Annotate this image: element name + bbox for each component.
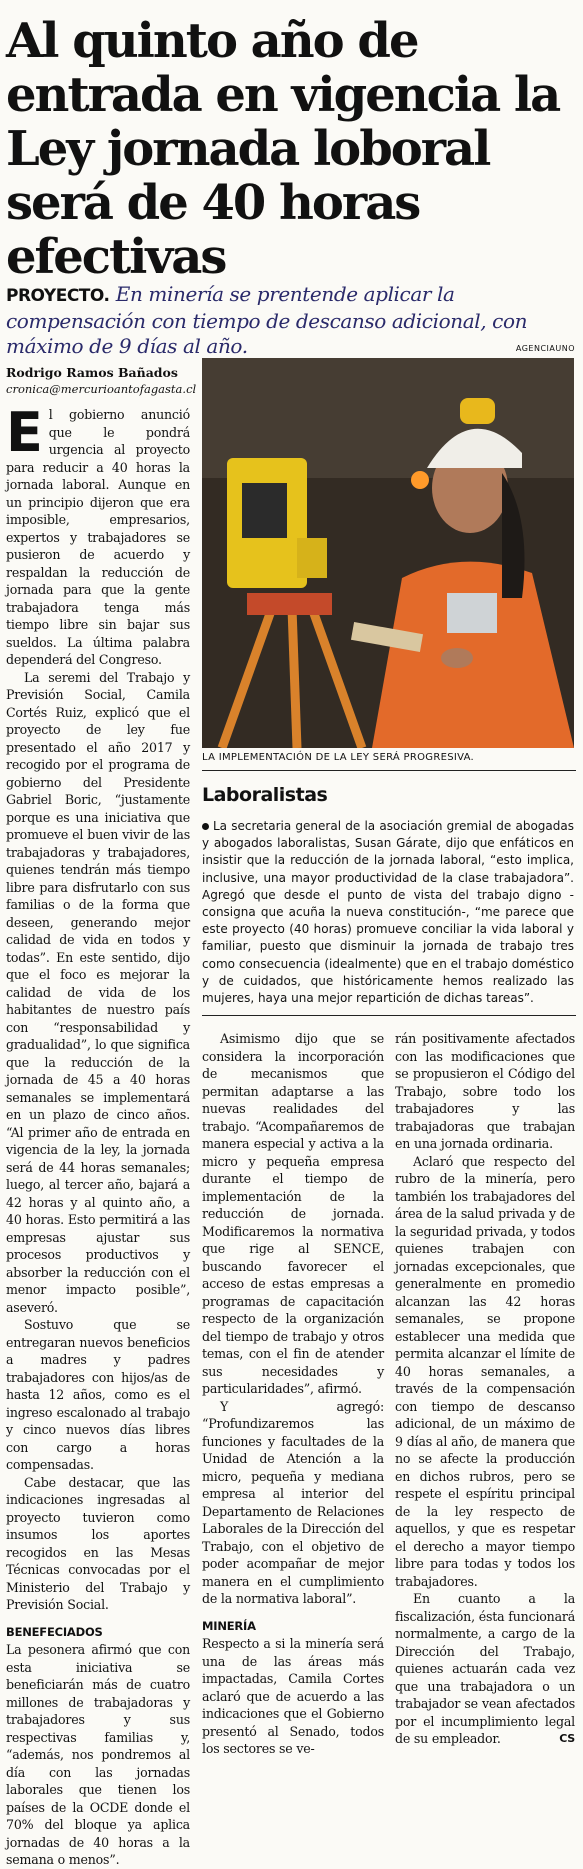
divider	[202, 1015, 576, 1016]
paragraph: La seremi del Trabajo y Previsión Social, Camila Cortés Ruiz, explicó que el proyecto de ley fue presentado el año 2017 y recogido por el programa de gobierno del Presidente Gabriel Boric, “justamente porque es una iniciativa que promueve el buen vivir de las trabajadoras y trabajadores, quienes tendrán más tiempo libre para disfrutarlo con sus familias o de la forma que deseen, generando mejor calidad de vida en todos y todas”. En este sentido, dijo que el foco es mejorar la calidad de vida de los habitantes de nuestro país con “responsabilidad y gradualidad”, lo que significa que la reducción de la jornada de 45 a 40 horas semanales se implementará en un plazo de cinco años. “Al primer año de entrada en vigencia de la ley, la jornada será de 44 horas semanales; luego, al tercer año, bajará a 42 horas y al quinto año, a 40 horas. Esto permitirá a las empresas ajustar sus procesos productivos y absorber la reducción con el menor impacto posible”, aseveró.	[6, 669, 190, 1315]
lead-paragraph	[6, 401, 190, 669]
section-heading: MINERÍA	[202, 1618, 256, 1633]
paragraph-text: En cuanto a la fiscalización, ésta funcionará normalmente, a cargo de la Dirección del Trabajo, quienes actuarán cada vez que una trabajadora o un trabajador se vean afectados por el incumplimiento legal de su empleador.	[395, 1591, 575, 1746]
end-mark: CS	[559, 1732, 575, 1745]
byline: Rodrigo Ramos Bañados	[6, 365, 178, 380]
photo-illustration	[202, 358, 574, 748]
paragraph	[395, 1590, 575, 1748]
section-heading: BENEFECIADOS	[6, 1624, 103, 1639]
author-email: cronica@mercurioantofagasta.cl	[6, 382, 197, 396]
paragraph: rán positivamente afectados con las modificaciones que se propusieron el Código del Trabajo, sobre todo los trabajadores y las trabajadoras que trabajan en una jornada ordinaria.	[395, 1031, 575, 1151]
column-2	[202, 1030, 384, 1758]
sidebar-text: La secretaria general de la asociación gremial de abogadas y abogados laboralistas, Susan Gárate, dijo que enfáticos en insistir que la reducción de la jornada laboral, “esto implica, inclusive, una mayor productividad de la clase trabajadora”. Agregó que desde el punto de vista del trabajo digno -consigna que acuña la nueva constitución-, “me parece que este proyecto (40 horas) promueve conciliar la vida laboral y familiar, puesto que disminuir la jornada de trabajo tres como consecuencia (idealmente) que en el trabajo doméstico y de cuidados, que históricamente hemos realizado las mujeres, haya una mejor repartición de dichas tareas”.	[202, 819, 574, 1006]
paragraph: Sostuvo que se entregaran nuevos beneficios a madres y padres trabajadores con hijos/as de hasta 12 años, como es el ingreso escalonado al trabajo y cinco nuevos días libres con cargo a horas compensadas.	[6, 1317, 190, 1472]
paragraph: Respecto a si la minería será una de las áreas más impactadas, Camila Cortes aclaró que de acuerdo a las indicaciones que el Gobierno presentó al Senado, todos los sectores se ve-	[202, 1636, 384, 1756]
kicker: PROYECTO.	[6, 286, 110, 306]
subheadline	[6, 282, 578, 359]
paragraph: Y agregó: “Profundizaremos las funciones y facultades de la Unidad de Atención a la micro, pequeña y mediana empresa al interior del Departamento de Relaciones Laborales de la Dirección del Trabajo, con el objetivo de poder acompañar de mejor manera en el cumplimiento de la normativa laboral”.	[202, 1398, 384, 1606]
column-3	[395, 1030, 575, 1748]
headline: Al quinto año de entrada en vigencia la Ley jornada loboral será de 40 horas efectivas	[6, 13, 560, 285]
article-photo	[202, 358, 574, 748]
paragraph: La pesonera afirmó que con esta iniciativa se beneficiarán más de cuatro millones de trabajadoras y trabajadores y sus respectivas familias y, “además, nos pondremos al día con las jornadas laborales que tienen los países de la OCDE donde el 70% del bloque ya aplica jornadas de 40 horas a la semana o menos”.	[6, 1642, 190, 1867]
dropcap: E	[6, 401, 43, 464]
paragraph: Asimismo dijo que se considera la incorporación de mecanismos que permitan adaptarse a las nuevas realidades del trabajo. “Acompañaremos de manera especial y activa a la micro y pequeña empresa durante el tiempo de implementación de la reducción de jornada. Modificaremos la normativa que rige al SENCE, buscando favorecer el acceso de estas empresas a programas de capacitación respecto de la organización del tiempo de trabajo y otros temas, con el fin de atender sus necesidades y particularidades”, afirmó.	[202, 1031, 384, 1396]
sidebar-title: Laboralistas	[202, 784, 328, 806]
photo-caption: LA IMPLEMENTACIÓN DE LA LEY SERÁ PROGRESIVA.	[202, 752, 475, 763]
paragraph-text: l gobierno anunció que le pondrá urgencia al proyecto para reducir a 40 horas la jornada laboral. Aunque en un principio dijeron que era imposible, empresarios, expertos y trabajadores se pusieron de acuerdo y respaldan la reducción de jornada para que la gente trabajadora tenga más tiempo libre sin bajar sus sueldos. La última palabra dependerá del Congreso.	[6, 407, 190, 667]
column-1	[6, 401, 190, 1869]
paragraph: Cabe destacar, que las indicaciones ingresadas al proyecto tuvieron como insumos los aportes recogidos en las Mesas Técnicas convocadas por el Ministerio del Trabajo y Previsión Social.	[6, 1474, 190, 1612]
deck: En minería se prentende aplicar la compensación con tiempo de descanso adicional, con máximo de 9 días al año.	[6, 282, 528, 358]
divider	[202, 770, 576, 771]
photo-credit: AGENCIAUNO	[515, 344, 575, 353]
bullet-icon	[202, 823, 209, 830]
sidebar-body	[202, 818, 574, 1007]
paragraph: Aclaró que respecto del rubro de la minería, pero también los trabajadores del área de la salud privada y de la seguridad privada, y todos quienes trabajen con jornadas excepcionales, que generalmente en promedio alcanzan las 42 horas semanales, se propone establecer una medida que permita alcanzar el límite de 40 horas semanales, a través de la compensación con tiempo de descanso adicional, de un máximo de 9 días al año, de manera que no se afecte la producción en dichos rubros, pero se respete el espíritu principal de la ley respecto de aquellos, y que es respetar el derecho a mayor tiempo libre para todas y todos los trabajadores.	[395, 1153, 575, 1589]
